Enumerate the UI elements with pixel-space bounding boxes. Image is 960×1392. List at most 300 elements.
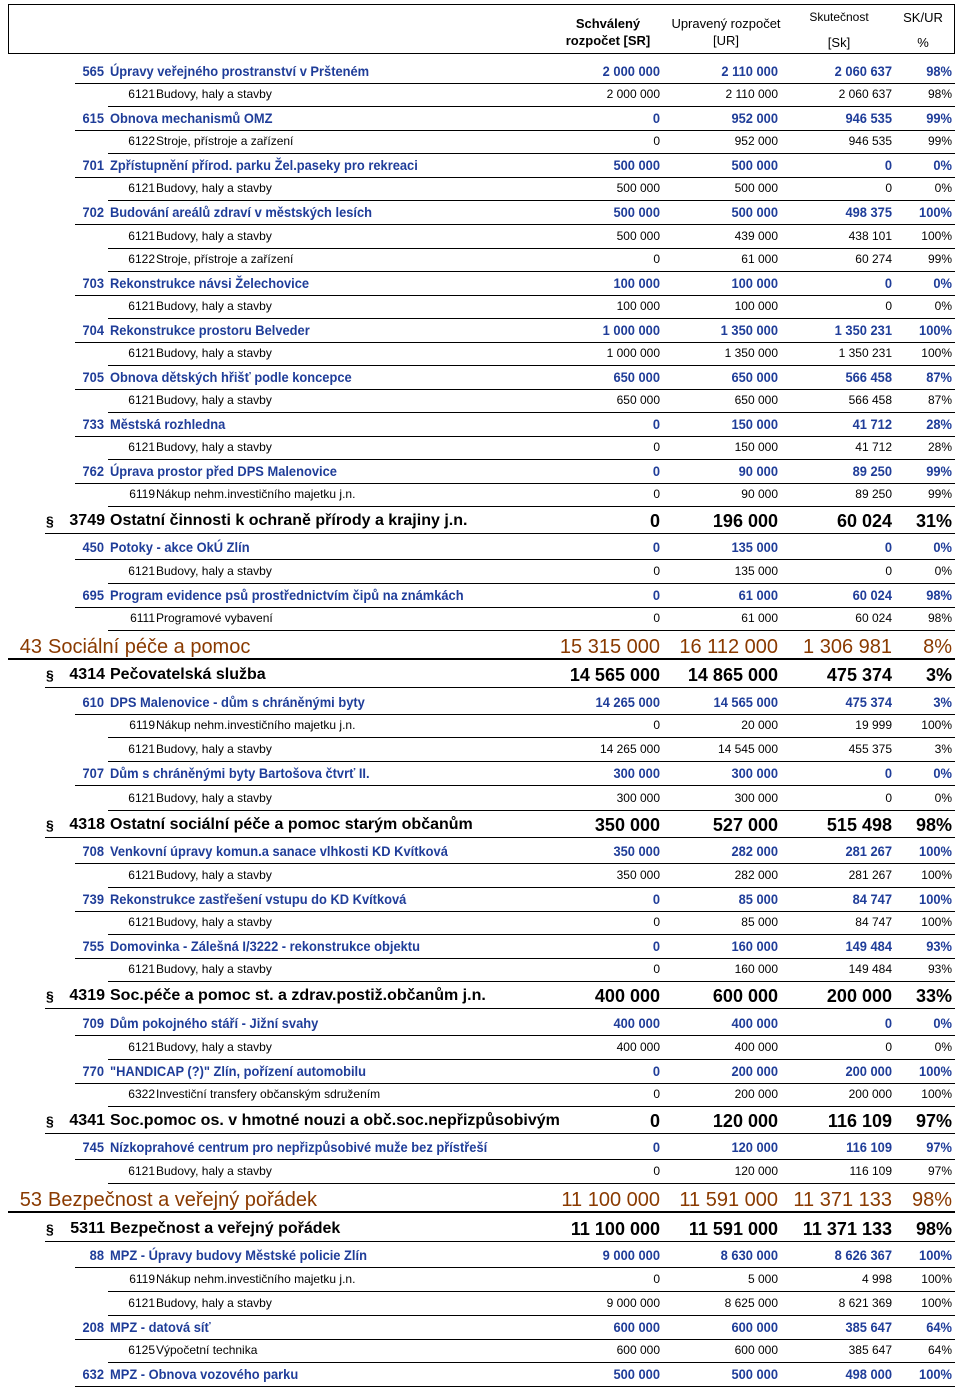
row-pct: 31% xyxy=(915,511,952,531)
row-pct: 98% xyxy=(926,63,952,79)
row-sk: 89 250 xyxy=(855,487,892,501)
row-pct: 97% xyxy=(915,1111,952,1131)
row-name: Budovy, haly a stavby xyxy=(156,1164,272,1178)
row-sk: 566 458 xyxy=(848,393,892,407)
row-code: 88 xyxy=(89,1247,104,1263)
row-code: 705 xyxy=(82,369,104,385)
row-code: 6121 xyxy=(128,1296,155,1310)
project-row xyxy=(0,1362,960,1386)
row-sk: 0 xyxy=(884,157,892,173)
row-sr: 350 000 xyxy=(613,843,660,859)
row-sk: 11 371 133 xyxy=(793,1189,892,1211)
row-pct: 0% xyxy=(934,564,952,578)
row-pct: 28% xyxy=(927,440,952,454)
row-pct: 33% xyxy=(915,986,952,1006)
row-sk: 60 024 xyxy=(855,611,892,625)
row-ur: 650 000 xyxy=(734,393,778,407)
project-row xyxy=(0,839,960,863)
item-row xyxy=(0,737,960,761)
row-sk: 60 024 xyxy=(852,587,892,603)
paragraph-row xyxy=(0,509,960,533)
row-pct: 64% xyxy=(926,1319,952,1335)
row-name: Budovy, haly a stavby xyxy=(156,87,272,101)
row-sk: 84 747 xyxy=(855,915,892,929)
row-pct: 98% xyxy=(926,587,952,603)
row-name: MPZ - Obnova vozového parku xyxy=(110,1366,299,1382)
row-name: Městská rozhledna xyxy=(110,416,226,432)
item-row xyxy=(0,224,960,248)
row-name: Programové vybavení xyxy=(156,611,273,625)
header-ratio-line2: % xyxy=(917,35,929,50)
row-divider xyxy=(8,1211,955,1213)
row-sr: 15 315 000 xyxy=(559,636,660,658)
row-sr: 300 000 xyxy=(613,765,660,781)
row-sr: 0 xyxy=(652,938,660,954)
row-sr: 350 000 xyxy=(594,815,660,835)
row-sr: 0 xyxy=(652,110,660,126)
row-ur: 300 000 xyxy=(734,791,778,805)
row-sr: 0 xyxy=(652,416,660,432)
row-name: Sociální péče a pomoc xyxy=(48,636,251,658)
row-sk: 515 498 xyxy=(826,815,892,835)
project-row xyxy=(0,1059,960,1083)
header-ratio-line1: SK/UR xyxy=(903,10,943,25)
row-code: 6322 xyxy=(128,1087,155,1101)
row-sk: 475 374 xyxy=(845,694,892,710)
row-pct: 0% xyxy=(933,539,952,555)
item-row xyxy=(0,1082,960,1106)
row-sk: 281 267 xyxy=(845,843,892,859)
row-sr: 0 xyxy=(653,718,660,732)
header-adjusted-line1: Upravený rozpočet xyxy=(671,16,781,31)
row-code: 208 xyxy=(82,1319,104,1335)
row-name: "HANDICAP (?)" Zlín, pořízení automobilu xyxy=(110,1063,366,1079)
section-row xyxy=(0,635,960,659)
row-sr: 0 xyxy=(649,511,660,531)
row-sk: 498 375 xyxy=(845,204,892,220)
row-sk: 116 109 xyxy=(849,1164,892,1178)
paragraph-marker-icon: § xyxy=(46,513,54,529)
row-name: MPZ - datová síť xyxy=(110,1319,211,1335)
row-code: 6121 xyxy=(128,742,155,756)
row-name: Soc.péče a pomoc st. a zdrav.postiž.občanům j.n. xyxy=(110,987,486,1004)
row-divider xyxy=(75,1386,955,1387)
project-row xyxy=(0,761,960,785)
project-row xyxy=(0,887,960,911)
row-sr: 14 565 000 xyxy=(569,665,660,685)
row-code: 6111 xyxy=(130,611,155,625)
row-sk: 0 xyxy=(884,539,892,555)
row-sr: 400 000 xyxy=(613,1015,660,1031)
row-pct: 99% xyxy=(927,252,952,266)
row-name: Obnova dětských hřišť podle koncepce xyxy=(110,369,352,385)
row-sr: 100 000 xyxy=(616,299,660,313)
project-row xyxy=(0,200,960,224)
row-sk: 281 267 xyxy=(848,868,892,882)
row-name: Budovy, haly a stavby xyxy=(156,393,272,407)
row-sr: 500 000 xyxy=(616,229,660,243)
row-sr: 0 xyxy=(653,1272,660,1286)
paragraph-marker-icon: § xyxy=(46,817,54,833)
row-code: 6125 xyxy=(128,1343,155,1357)
row-sk: 60 274 xyxy=(855,252,892,266)
row-name: Domovinka - Zálešná I/3222 - rekonstrukce objektu xyxy=(110,938,420,954)
row-code: 6121 xyxy=(128,346,155,360)
project-row xyxy=(0,1315,960,1339)
row-ur: 120 000 xyxy=(731,1139,778,1155)
row-pct: 99% xyxy=(926,110,952,126)
row-ur: 1 350 000 xyxy=(724,346,778,360)
row-sk: 84 747 xyxy=(852,891,892,907)
row-code: 745 xyxy=(82,1139,104,1155)
row-ur: 439 000 xyxy=(734,229,778,243)
row-divider xyxy=(108,506,955,507)
row-name: Dům s chráněnými byty Bartošova čtvrť II. xyxy=(110,765,370,781)
row-pct: 100% xyxy=(919,322,952,338)
row-name: Stroje, přístroje a zařízení xyxy=(156,134,294,148)
row-code: 450 xyxy=(82,539,104,555)
row-code: 5311 xyxy=(70,1220,105,1237)
item-row xyxy=(0,910,960,934)
row-sr: 2 000 000 xyxy=(602,63,660,79)
item-row xyxy=(0,482,960,506)
row-ur: 14 545 000 xyxy=(717,742,778,756)
row-divider xyxy=(108,810,955,811)
row-ur: 120 000 xyxy=(734,1164,778,1178)
row-sr: 0 xyxy=(652,463,660,479)
row-sr: 9 000 000 xyxy=(606,1296,660,1310)
row-sr: 500 000 xyxy=(616,181,660,195)
row-ur: 150 000 xyxy=(731,416,778,432)
row-sr: 0 xyxy=(653,1164,660,1178)
row-code: 733 xyxy=(82,416,104,432)
row-pct: 97% xyxy=(927,1164,952,1178)
row-name: Budovy, haly a stavby xyxy=(156,299,272,313)
row-code: 6121 xyxy=(128,1164,155,1178)
section-row xyxy=(0,1188,960,1212)
row-pct: 98% xyxy=(927,87,952,101)
row-divider xyxy=(45,1133,955,1134)
row-code: 6121 xyxy=(128,393,155,407)
row-name: MPZ - Úpravy budovy Městské policie Zlín xyxy=(110,1247,367,1263)
row-divider xyxy=(45,1008,955,1009)
paragraph-row xyxy=(0,813,960,837)
row-pct: 98% xyxy=(911,1189,952,1211)
row-name: Budovy, haly a stavby xyxy=(156,229,272,243)
row-sr: 0 xyxy=(653,134,660,148)
row-sr: 0 xyxy=(653,252,660,266)
row-ur: 500 000 xyxy=(731,1366,778,1382)
row-pct: 100% xyxy=(921,915,952,929)
project-row xyxy=(0,459,960,483)
row-sk: 41 712 xyxy=(855,440,892,454)
row-code: 739 xyxy=(82,891,104,907)
row-sk: 385 647 xyxy=(848,1343,892,1357)
row-divider xyxy=(108,1106,955,1107)
row-ur: 85 000 xyxy=(738,891,778,907)
row-code: 6119 xyxy=(129,718,155,732)
row-ur: 527 000 xyxy=(712,815,778,835)
row-code: 610 xyxy=(82,694,104,710)
row-code: 4318 xyxy=(69,816,105,833)
row-sk: 385 647 xyxy=(845,1319,892,1335)
row-ur: 135 000 xyxy=(734,564,778,578)
row-pct: 100% xyxy=(919,1366,952,1382)
project-row xyxy=(0,318,960,342)
row-name: Nákup nehm.investičního majetku j.n. xyxy=(156,718,356,732)
row-ur: 500 000 xyxy=(731,204,778,220)
item-row xyxy=(0,129,960,153)
row-code: 6121 xyxy=(128,181,155,195)
row-code: 4341 xyxy=(69,1112,105,1129)
paragraph-marker-icon: § xyxy=(46,1221,54,1237)
item-row xyxy=(0,82,960,106)
row-name: Nákup nehm.investičního majetku j.n. xyxy=(156,487,356,501)
row-code: 6121 xyxy=(128,564,155,578)
row-pct: 3% xyxy=(933,694,952,710)
row-sr: 650 000 xyxy=(613,369,660,385)
row-ur: 650 000 xyxy=(731,369,778,385)
row-pct: 0% xyxy=(934,299,952,313)
row-code: 762 xyxy=(82,463,104,479)
row-code: 6121 xyxy=(128,791,155,805)
row-pct: 99% xyxy=(927,487,952,501)
row-sr: 0 xyxy=(652,539,660,555)
row-name: Úprava prostor před DPS Malenovice xyxy=(110,463,337,479)
row-ur: 61 000 xyxy=(738,587,778,603)
row-name: Budovy, haly a stavby xyxy=(156,346,272,360)
row-name: Pečovatelská služba xyxy=(110,666,266,683)
row-code: 615 xyxy=(82,110,104,126)
row-pct: 8% xyxy=(923,636,952,658)
row-sk: 8 621 369 xyxy=(838,1296,892,1310)
row-ur: 100 000 xyxy=(731,275,778,291)
row-name: Budovy, haly a stavby xyxy=(156,915,272,929)
row-sk: 2 060 637 xyxy=(834,63,892,79)
row-ur: 20 000 xyxy=(741,718,778,732)
row-ur: 200 000 xyxy=(734,1087,778,1101)
row-name: Bezpečnost a veřejný pořádek xyxy=(110,1220,341,1237)
item-row xyxy=(0,388,960,412)
row-sr: 600 000 xyxy=(613,1319,660,1335)
row-ur: 16 112 000 xyxy=(679,636,778,658)
project-row xyxy=(0,934,960,958)
header-approved-line2: rozpočet [SR] xyxy=(565,33,651,48)
paragraph-marker-icon: § xyxy=(46,667,54,683)
project-row xyxy=(0,59,960,83)
project-row xyxy=(0,412,960,436)
row-name: DPS Malenovice - dům s chráněnými byty xyxy=(110,694,365,710)
row-sk: 0 xyxy=(885,1040,892,1054)
row-name: Budovy, haly a stavby xyxy=(156,962,272,976)
row-sk: 4 998 xyxy=(861,1272,892,1286)
paragraph-row xyxy=(0,1217,960,1241)
row-code: 770 xyxy=(82,1063,104,1079)
item-row xyxy=(0,713,960,737)
row-sr: 1 000 000 xyxy=(602,322,660,338)
row-ur: 90 000 xyxy=(738,463,778,479)
row-code: 704 xyxy=(82,322,104,338)
row-name: Bezpečnost a veřejný pořádek xyxy=(48,1189,318,1211)
row-name: Program evidence psů prostřednictvím čipů na známkách xyxy=(110,587,464,603)
row-ur: 5 000 xyxy=(747,1272,778,1286)
row-pct: 100% xyxy=(921,868,952,882)
row-name: Budování areálů zdraví v městských lesích xyxy=(110,204,373,220)
row-code: 6121 xyxy=(128,915,155,929)
row-sk: 455 375 xyxy=(848,742,892,756)
row-divider xyxy=(108,630,955,631)
project-row xyxy=(0,271,960,295)
project-row xyxy=(0,1243,960,1267)
row-pct: 100% xyxy=(921,718,952,732)
paragraph-row xyxy=(0,663,960,687)
row-code: 4319 xyxy=(69,987,105,1004)
row-name: Rekonstrukce návsi Želechovice xyxy=(110,275,310,291)
row-sk: 566 458 xyxy=(845,369,892,385)
header-actual-line2: [Sk] xyxy=(827,35,851,50)
row-ur: 400 000 xyxy=(734,1040,778,1054)
project-row xyxy=(0,690,960,714)
row-code: 4314 xyxy=(69,666,105,683)
row-divider xyxy=(108,981,955,982)
project-row xyxy=(0,153,960,177)
row-sk: 498 000 xyxy=(845,1366,892,1382)
row-ur: 90 000 xyxy=(741,487,778,501)
row-code: 6121 xyxy=(128,87,155,101)
item-row xyxy=(0,1267,960,1291)
item-row xyxy=(0,1159,960,1183)
project-row xyxy=(0,535,960,559)
row-sr: 0 xyxy=(652,1139,660,1155)
row-sr: 350 000 xyxy=(616,868,660,882)
row-sk: 1 306 981 xyxy=(803,636,892,658)
item-row xyxy=(0,341,960,365)
row-sk: 946 535 xyxy=(848,134,892,148)
header-actual-line1: Skutečnost xyxy=(809,10,869,24)
row-sk: 0 xyxy=(884,765,892,781)
row-ur: 150 000 xyxy=(734,440,778,454)
row-sr: 0 xyxy=(649,1111,660,1131)
row-ur: 160 000 xyxy=(734,962,778,976)
row-pct: 64% xyxy=(927,1343,952,1357)
row-ur: 196 000 xyxy=(712,511,778,531)
row-code: 707 xyxy=(82,765,104,781)
row-sk: 475 374 xyxy=(826,665,892,685)
item-row xyxy=(0,559,960,583)
row-name: Rekonstrukce zastřešení vstupu do KD Kvítková xyxy=(110,891,407,907)
row-name: Budovy, haly a stavby xyxy=(156,181,272,195)
row-pct: 100% xyxy=(921,346,952,360)
row-sk: 149 484 xyxy=(845,938,892,954)
row-pct: 28% xyxy=(926,416,952,432)
row-ur: 600 000 xyxy=(734,1343,778,1357)
row-ur: 282 000 xyxy=(731,843,778,859)
row-sr: 14 265 000 xyxy=(599,742,660,756)
row-pct: 0% xyxy=(934,791,952,805)
row-name: Budovy, haly a stavby xyxy=(156,440,272,454)
row-code: 43 xyxy=(19,636,42,658)
row-sk: 946 535 xyxy=(845,110,892,126)
row-name: Budovy, haly a stavby xyxy=(156,742,272,756)
row-code: 6119 xyxy=(129,1272,155,1286)
row-sk: 0 xyxy=(885,299,892,313)
row-ur: 2 110 000 xyxy=(721,63,778,79)
header-approved-line1: Schválený xyxy=(575,16,641,31)
paragraph-marker-icon: § xyxy=(46,988,54,1004)
row-sr: 100 000 xyxy=(613,275,660,291)
row-pct: 98% xyxy=(915,1219,952,1239)
row-ur: 282 000 xyxy=(734,868,778,882)
row-sr: 0 xyxy=(653,962,660,976)
row-sr: 500 000 xyxy=(613,1366,660,1382)
row-ur: 2 110 000 xyxy=(725,87,778,101)
row-ur: 500 000 xyxy=(731,157,778,173)
item-row xyxy=(0,247,960,271)
row-name: Soc.pomoc os. v hmotné nouzi a obč.soc.nepřizpůsobivým xyxy=(110,1112,560,1129)
row-code: 565 xyxy=(82,63,104,79)
row-code: 3749 xyxy=(69,512,105,529)
row-pct: 0% xyxy=(933,157,952,173)
row-sr: 400 000 xyxy=(594,986,660,1006)
row-sk: 116 109 xyxy=(846,1139,892,1155)
row-sr: 0 xyxy=(652,1063,660,1079)
row-ur: 500 000 xyxy=(734,181,778,195)
row-sk: 116 109 xyxy=(827,1111,892,1131)
row-code: 6119 xyxy=(129,487,155,501)
row-sk: 1 350 231 xyxy=(834,322,892,338)
row-name: Budovy, haly a stavby xyxy=(156,868,272,882)
row-pct: 93% xyxy=(927,962,952,976)
row-ur: 11 591 000 xyxy=(688,1219,778,1239)
row-code: 701 xyxy=(82,157,104,173)
row-sr: 0 xyxy=(653,564,660,578)
paragraph-row xyxy=(0,984,960,1008)
row-pct: 100% xyxy=(921,229,952,243)
row-pct: 0% xyxy=(934,1040,952,1054)
row-ur: 300 000 xyxy=(731,765,778,781)
row-name: Obnova mechanismů OMZ xyxy=(110,110,273,126)
row-ur: 952 000 xyxy=(731,110,778,126)
row-name: Výpočetní technika xyxy=(156,1343,258,1357)
header-adjusted-line2: [UR] xyxy=(713,33,739,48)
item-row xyxy=(0,1338,960,1362)
row-code: 6122 xyxy=(128,134,155,148)
row-ur: 120 000 xyxy=(712,1111,778,1131)
item-row xyxy=(0,786,960,810)
row-ur: 14 565 000 xyxy=(713,694,778,710)
row-name: Investiční transfery občanským sdružením xyxy=(156,1087,381,1101)
item-row xyxy=(0,957,960,981)
item-row xyxy=(0,435,960,459)
item-row xyxy=(0,1291,960,1315)
row-code: 53 xyxy=(19,1189,42,1211)
row-pct: 98% xyxy=(915,815,952,835)
row-name: Ostatní činnosti k ochraně přírody a krajiny j.n. xyxy=(110,512,468,529)
row-ur: 61 000 xyxy=(741,252,778,266)
row-sk: 41 712 xyxy=(852,416,892,432)
row-sk: 438 101 xyxy=(848,229,892,243)
row-name: Zpřístupnění přírod. parku Žel.paseky pro rekreaci xyxy=(110,157,418,173)
row-pct: 87% xyxy=(926,369,952,385)
row-ur: 8 630 000 xyxy=(720,1247,778,1263)
row-sk: 89 250 xyxy=(852,463,892,479)
row-pct: 100% xyxy=(919,1247,952,1263)
row-pct: 100% xyxy=(919,891,952,907)
row-sr: 650 000 xyxy=(616,393,660,407)
row-name: Nákup nehm.investičního majetku j.n. xyxy=(156,1272,356,1286)
row-pct: 0% xyxy=(934,181,952,195)
row-name: Dům pokojného stáří - Jižní svahy xyxy=(110,1015,319,1031)
